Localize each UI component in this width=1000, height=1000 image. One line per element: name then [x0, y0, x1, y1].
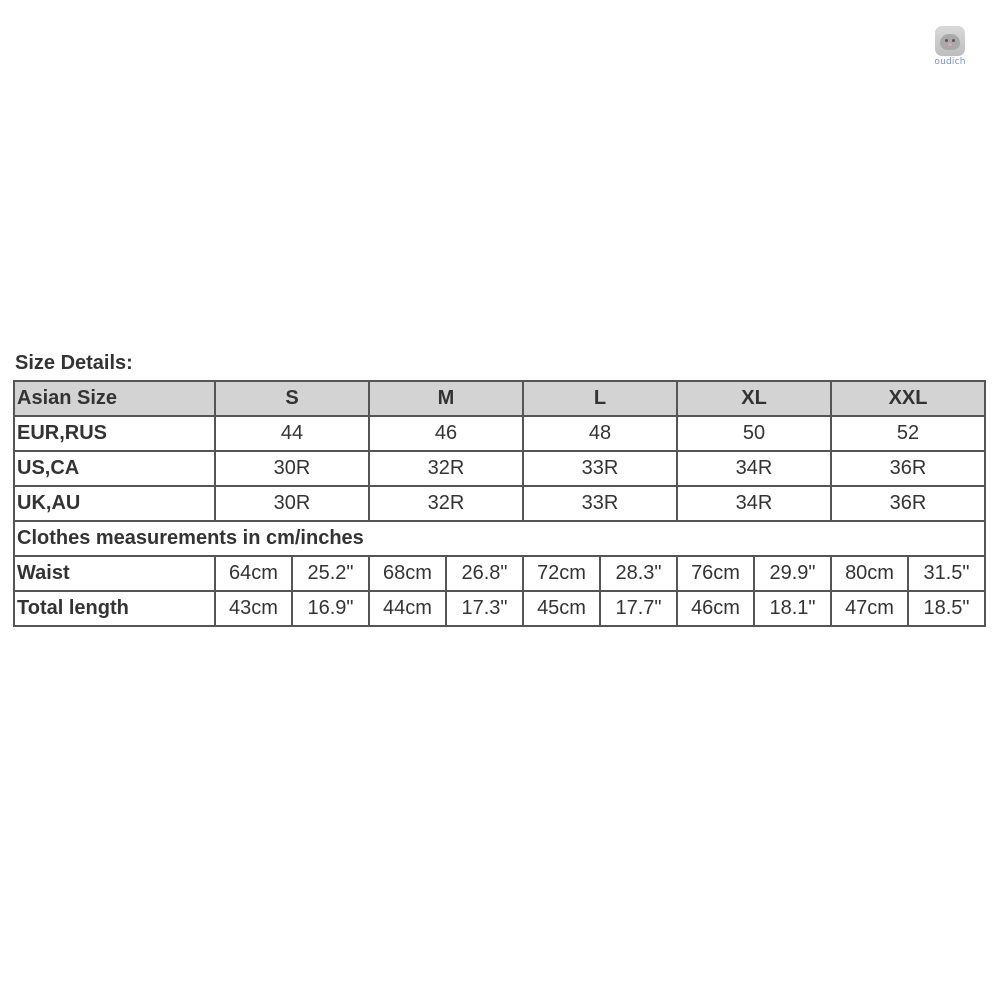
- row-label: EUR,RUS: [14, 416, 215, 451]
- table-cell: 46: [369, 416, 523, 451]
- logo-text: oudich: [934, 57, 966, 67]
- table-cell: 33R: [523, 486, 677, 521]
- table-cell: 32R: [369, 486, 523, 521]
- size-header-cell: XL: [677, 381, 831, 416]
- table-cell: 30R: [215, 486, 369, 521]
- table-cell: 33R: [523, 451, 677, 486]
- table-cell: 45cm: [523, 591, 600, 626]
- row-label: Total length: [14, 591, 215, 626]
- table-row: [14, 591, 985, 626]
- table-cell: 29.9": [754, 556, 831, 591]
- table-cell: 34R: [677, 451, 831, 486]
- size-header-cell: XXL: [831, 381, 985, 416]
- table-cell: 26.8": [446, 556, 523, 591]
- table-cell: 48: [523, 416, 677, 451]
- table-cell: 43cm: [215, 591, 292, 626]
- table-cell: 17.7": [600, 591, 677, 626]
- brand-logo: [926, 24, 974, 72]
- table-cell: 32R: [369, 451, 523, 486]
- table-cell: 18.5": [908, 591, 985, 626]
- section-row: [14, 521, 985, 556]
- table-cell: 44cm: [369, 591, 446, 626]
- size-header-cell: S: [215, 381, 369, 416]
- table-cell: 30R: [215, 451, 369, 486]
- table-cell: 47cm: [831, 591, 908, 626]
- table-cell: 36R: [831, 451, 985, 486]
- size-chart-table: [13, 380, 986, 627]
- table-cell: 36R: [831, 486, 985, 521]
- table-row: [14, 486, 985, 521]
- table-cell: 72cm: [523, 556, 600, 591]
- table-cell: 17.3": [446, 591, 523, 626]
- table-row: [14, 556, 985, 591]
- table-cell: 50: [677, 416, 831, 451]
- table-cell: 52: [831, 416, 985, 451]
- table-cell: 25.2": [292, 556, 369, 591]
- table-cell: 46cm: [677, 591, 754, 626]
- row-label: UK,AU: [14, 486, 215, 521]
- mouse-logo-icon: [935, 26, 965, 56]
- row-label: Waist: [14, 556, 215, 591]
- table-cell: 31.5": [908, 556, 985, 591]
- table-row: [14, 451, 985, 486]
- size-header-cell: L: [523, 381, 677, 416]
- table-cell: 34R: [677, 486, 831, 521]
- table-cell: 80cm: [831, 556, 908, 591]
- row-label: Asian Size: [14, 381, 215, 416]
- table-header-row: [14, 381, 985, 416]
- row-label: US,CA: [14, 451, 215, 486]
- table-cell: 16.9": [292, 591, 369, 626]
- size-header-cell: M: [369, 381, 523, 416]
- table-cell: 28.3": [600, 556, 677, 591]
- page-title: Size Details:: [15, 352, 133, 374]
- table-cell: 68cm: [369, 556, 446, 591]
- table-cell: 18.1": [754, 591, 831, 626]
- table-row: [14, 416, 985, 451]
- table-cell: 44: [215, 416, 369, 451]
- table-cell: 76cm: [677, 556, 754, 591]
- section-title: Clothes measurements in cm/inches: [14, 521, 985, 556]
- table-cell: 64cm: [215, 556, 292, 591]
